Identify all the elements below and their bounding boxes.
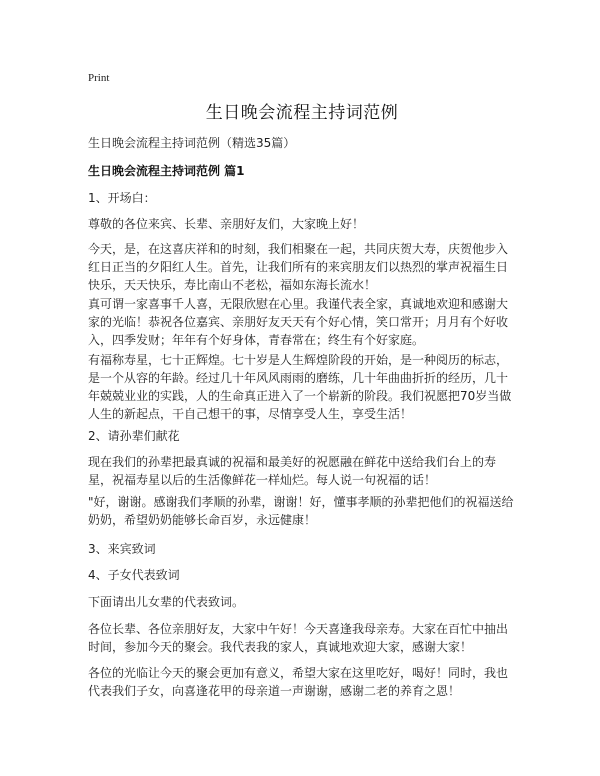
paragraph: 真可谓一家喜事千人喜，无限欣慰在心里。我谨代表全家，真诚地欢迎和感谢大家的光临！恭祝各位嘉宾、亲朋好友天天有个好心情，笑口常开；月月有个好收入，四季发财；年年有个好身体，青春常在；终生有个好家庭。 — [88, 297, 509, 347]
step-heading-opening: 1、开场白： — [88, 191, 156, 205]
paragraph: 今天，是，在这喜庆祥和的时刻，我们相聚在一起，共同庆贺大寿，庆贺他步入红日正当的夕阳红人生。首先，让我们所有的来宾朋友们以热烈的掌声祝福生日快乐，天天快乐，寿比南山不老松，福如东海长流水！ — [88, 242, 509, 292]
paragraph: "好，谢谢。感谢我们孝顺的孙辈，谢谢！好，懂事孝顺的孙辈把他们的祝福送给奶奶，希望奶奶能够长命百岁，永远健康！ — [88, 495, 514, 527]
paragraph: 尊敬的各位来宾、长辈、亲朋好友们，大家晚上好！ — [88, 217, 365, 231]
print-label[interactable]: Print — [88, 72, 110, 84]
step-heading-children-speech: 4、子女代表致词 — [88, 568, 180, 582]
paragraph: 各位长辈、各位亲朋好友，大家中午好！今天喜逢我母亲寿。大家在百忙中抽出时间，参加今天的聚会。我代表我的家人，真诚地欢迎大家，感谢大家！ — [88, 622, 509, 654]
step-heading-flowers: 2、请孙辈们献花 — [88, 429, 180, 443]
paragraph: 下面请出儿女辈的代表致词。 — [88, 595, 245, 609]
paragraph: 有福称寿星，七十正辉煌。七十岁是人生辉煌阶段的开始，是一种阅历的标志，是一个从容的年龄。经过几十年风风雨雨的磨练，几十年曲曲折折的经历，几十年兢兢业业的实践，人的生命真正进入了一个崭新的阶段。我们祝愿把70岁当做人生的新起点，干自己想干的事，尽情享受人生，享受生活！ — [88, 353, 512, 421]
page-title: 生日晚会流程主持词范例 — [205, 103, 399, 123]
section-heading: 生日晚会流程主持词范例 篇1 — [88, 164, 245, 178]
paragraph: 现在我们的孙辈把最真诚的祝福和最美好的祝愿融在鲜花中送给我们台上的寿星，祝福寿星以后的生活像鲜花一样灿烂。每人说一句祝福的话！ — [88, 455, 497, 487]
subtitle: 生日晚会流程主持词范例（精选35篇） — [88, 136, 296, 150]
step-heading-guest-speech: 3、来宾致词 — [88, 542, 156, 556]
paragraph: 各位的光临让今天的聚会更加有意义，希望大家在这里吃好，喝好！同时，我也代表我们子女，向喜逢花甲的母亲道一声谢谢，感谢二老的养育之恩！ — [88, 666, 509, 698]
